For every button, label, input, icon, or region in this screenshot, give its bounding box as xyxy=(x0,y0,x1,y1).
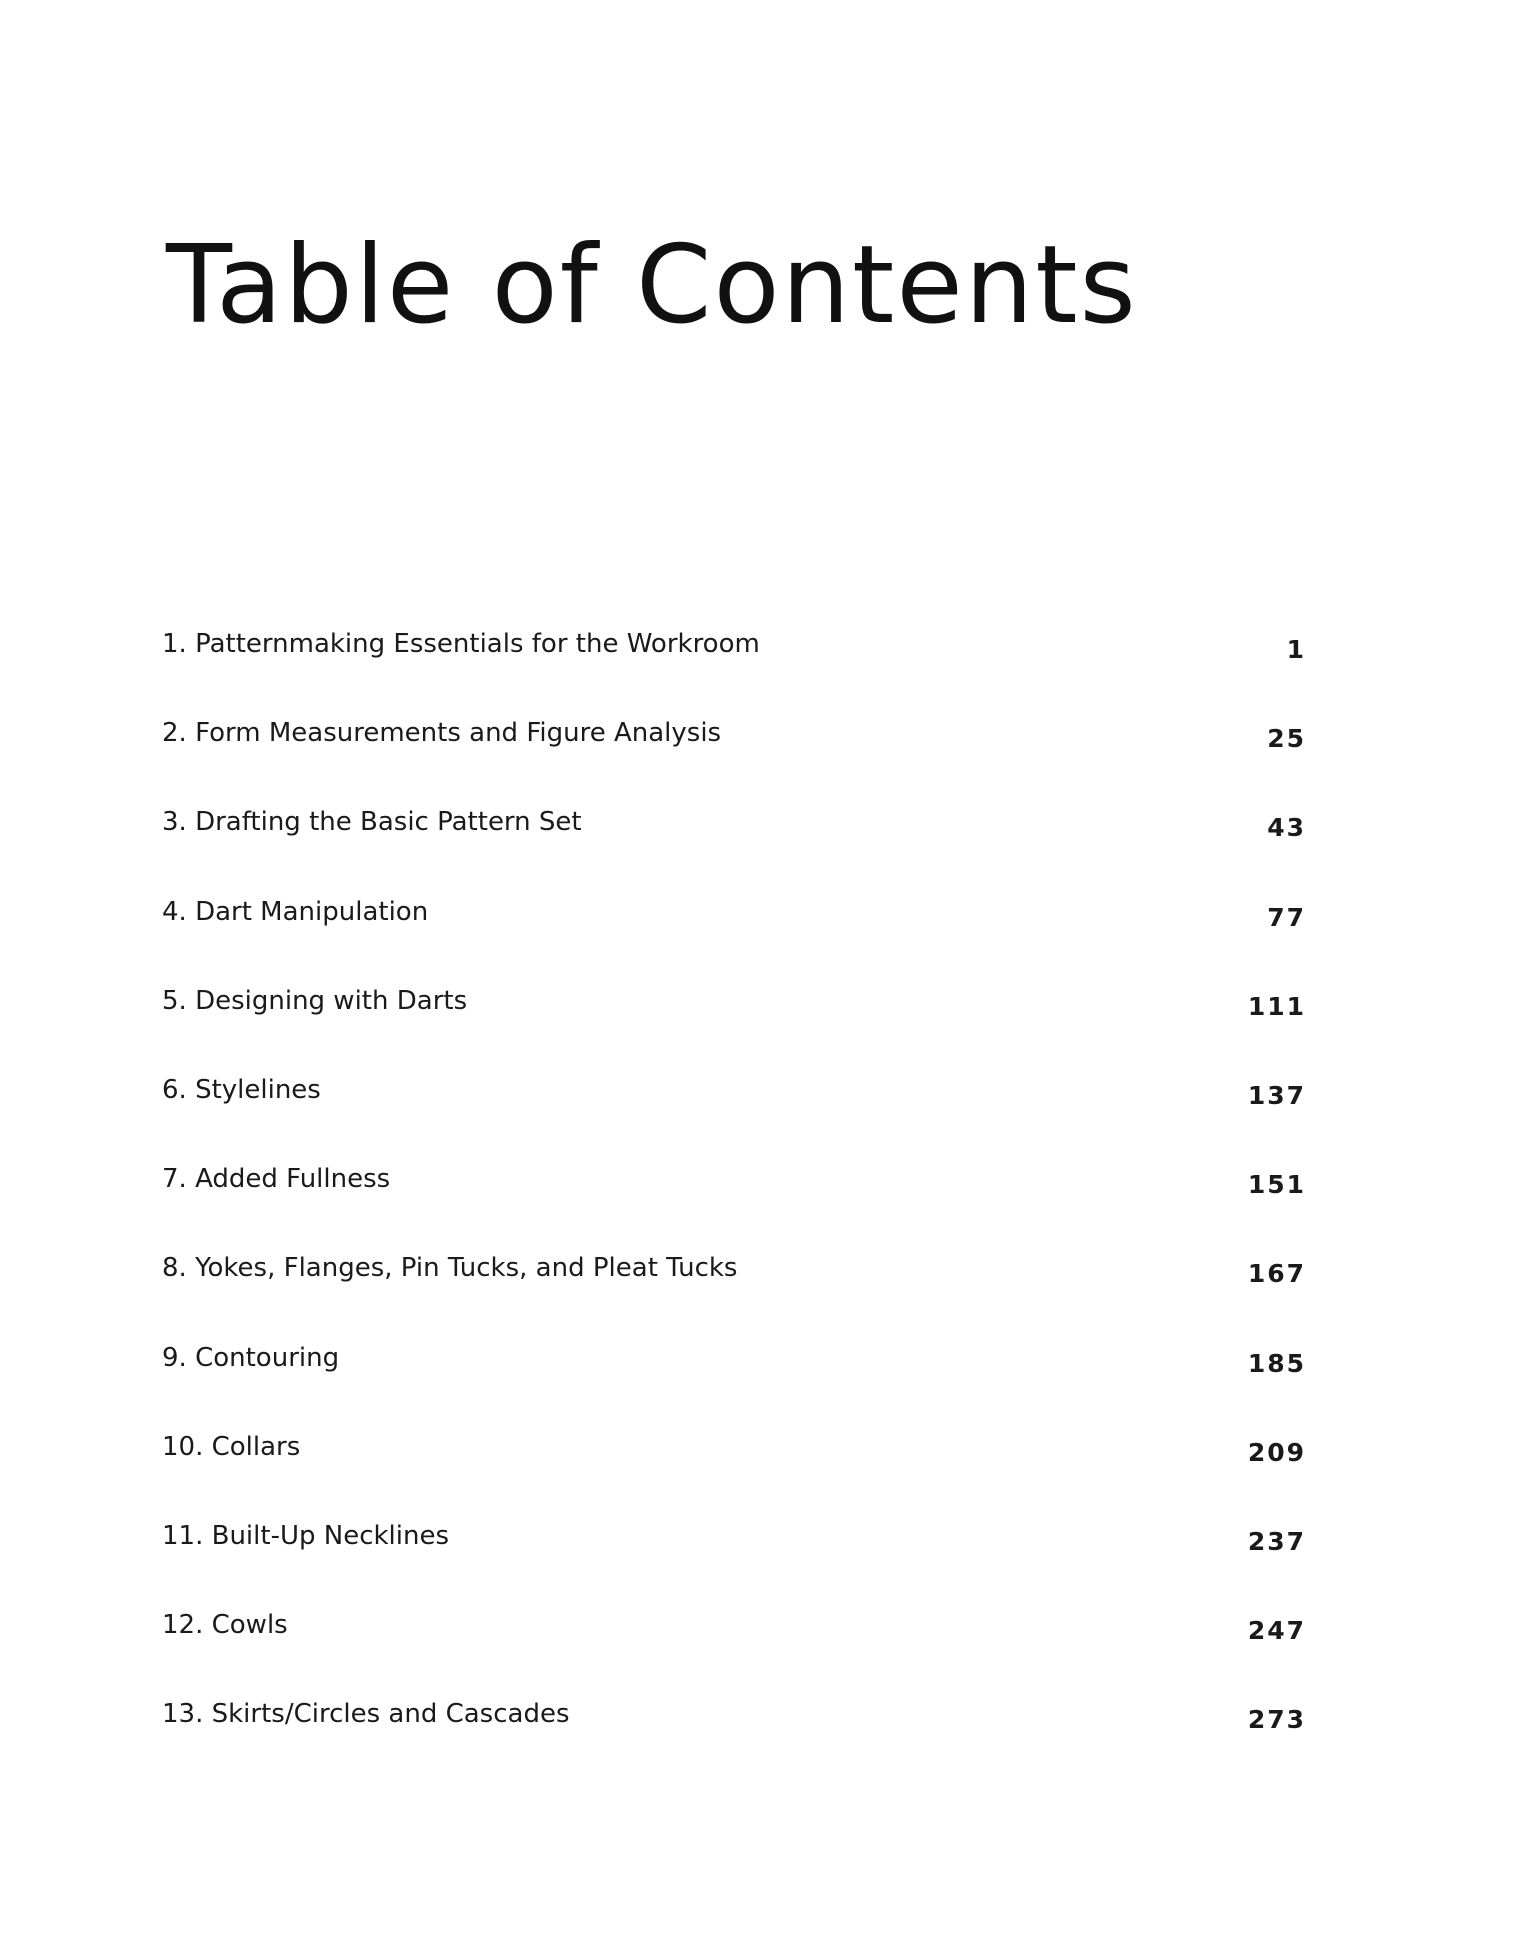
toc-entry xyxy=(162,1431,1306,1523)
toc-entry-title: 3. Drafting the Basic Pattern Set xyxy=(162,807,582,838)
toc-entry-page-number: 111 xyxy=(1247,991,1306,1021)
toc-entry-page-number: 25 xyxy=(1267,724,1306,754)
toc-entry xyxy=(162,631,1306,720)
toc-entry xyxy=(162,1074,1306,1166)
page-title: Table of Contents xyxy=(166,223,1138,348)
toc-entry-title: 13. Skirts/Circles and Cascades xyxy=(162,1699,570,1730)
toc-entry-page-number: 273 xyxy=(1247,1705,1306,1735)
toc-entry-page-number: 237 xyxy=(1247,1526,1306,1556)
toc-entry-page-number: 43 xyxy=(1267,813,1306,843)
toc-entry-title: 9. Contouring xyxy=(162,1342,340,1373)
toc-entry xyxy=(162,1520,1306,1612)
toc-entry xyxy=(162,1612,1306,1701)
toc-entry xyxy=(162,1255,1306,1344)
toc-entry xyxy=(162,985,1306,1077)
toc-entry-title: 1. Patternmaking Essentials for the Workroom xyxy=(162,629,760,659)
toc-entry xyxy=(162,1166,1306,1255)
toc-entry-title: 10. Collars xyxy=(162,1431,301,1462)
toc-entry xyxy=(162,809,1306,898)
toc-entry-title: 4. Dart Manipulation xyxy=(162,896,429,927)
toc-entry-page-number: 185 xyxy=(1247,1348,1306,1378)
toc-entry-title: 2. Form Measurements and Figure Analysis xyxy=(162,718,722,749)
toc-entry xyxy=(162,1342,1306,1434)
toc-entry-page-number: 151 xyxy=(1247,1170,1306,1200)
toc-entry xyxy=(162,720,1306,809)
toc-entry-page-number: 209 xyxy=(1247,1437,1306,1467)
toc-entry-title: 6. Stylelines xyxy=(162,1074,321,1105)
toc-entry-page-number: 247 xyxy=(1247,1616,1306,1646)
toc-entry xyxy=(162,896,1306,988)
toc-entry-page-number: 1 xyxy=(1286,635,1306,664)
toc-entry-title: 12. Cowls xyxy=(162,1610,288,1641)
toc-entry xyxy=(162,1701,1306,1790)
toc-list xyxy=(162,631,1306,1790)
toc-entry-page-number: 137 xyxy=(1247,1080,1306,1110)
toc-entry-title: 7. Added Fullness xyxy=(162,1164,391,1195)
toc-entry-title: 8. Yokes, Flanges, Pin Tucks, and Pleat Tucks xyxy=(162,1253,738,1284)
toc-entry-title: 11. Built-Up Necklines xyxy=(162,1520,450,1551)
toc-entry-page-number: 77 xyxy=(1267,902,1306,932)
toc-entry-title: 5. Designing with Darts xyxy=(162,985,468,1016)
toc-entry-page-number: 167 xyxy=(1247,1259,1306,1289)
